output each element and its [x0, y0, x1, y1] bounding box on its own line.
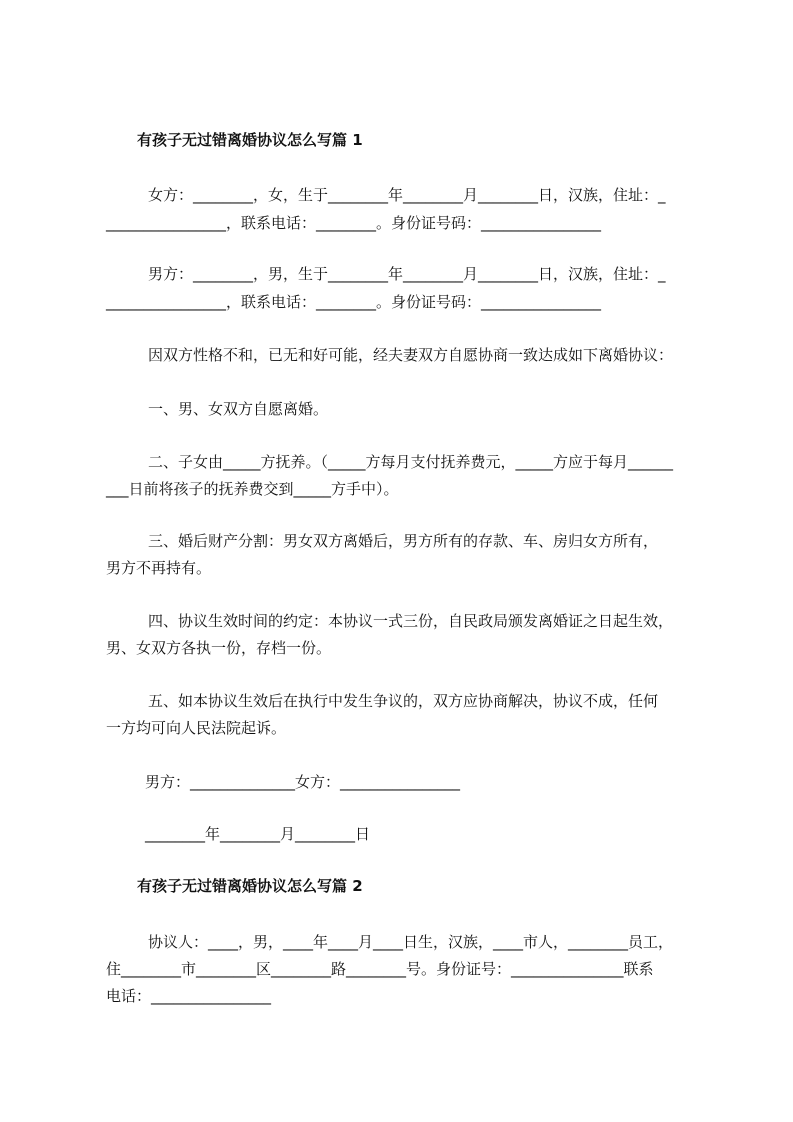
party-info-line: 电话：________________ — [106, 987, 272, 1005]
signature-line: 男方：______________女方：________________ — [145, 773, 461, 791]
party-info-line: 住________市________区________路________号。身份证号：_______________联系 — [106, 960, 654, 978]
clause-5: 五、如本协议生效后在执行中发生争议的，双方应协商解决，协议不成，任何 — [148, 692, 659, 710]
section-heading: 有孩子无过错离婚协议怎么写篇 2 — [137, 877, 363, 895]
clause-3: 男方不再持有。 — [106, 559, 212, 577]
clause-4: 四、协议生效时间的约定：本协议一式三份，自民政局颁发离婚证之日起生效， — [148, 612, 674, 630]
clause-2: ___日前将孩子的抚养费交到_____方手中）。 — [106, 480, 399, 498]
clause-5: 一方均可向人民法院起诉。 — [106, 719, 287, 737]
section-heading: 有孩子无过错离婚协议怎么写篇 1 — [137, 131, 363, 149]
party-info-line: 协议人：____，男，____年____月____日生，汉族，____市人，________员工， — [148, 933, 674, 951]
husband-info-line: 男方：________，男，生于________年________月________日，汉族，住址：_ — [148, 265, 666, 283]
clause-1: 一、男、女双方自愿离婚。 — [148, 400, 329, 418]
wife-info-line: ________________，联系电话：________。身份证号码：________________ — [106, 214, 602, 232]
wife-info-line: 女方：________，女，生于________年________月________日，汉族，住址：_ — [148, 186, 666, 204]
husband-info-line: ________________，联系电话：________。身份证号码：________________ — [106, 293, 602, 311]
clause-3: 三、婚后财产分割：男女双方离婚后，男方所有的存款、车、房归女方所有， — [148, 532, 659, 550]
date-line: ________年________月________日 — [145, 825, 371, 843]
clause-2: 二、子女由_____方抚养。（_____方每月支付抚养费元，_____方应于每月______ — [148, 453, 674, 471]
agreement-intro: 因双方性格不和，已无和好可能，经夫妻双方自愿协商一致达成如下离婚协议： — [148, 346, 674, 364]
clause-4: 男、女双方各执一份，存档一份。 — [106, 639, 332, 657]
